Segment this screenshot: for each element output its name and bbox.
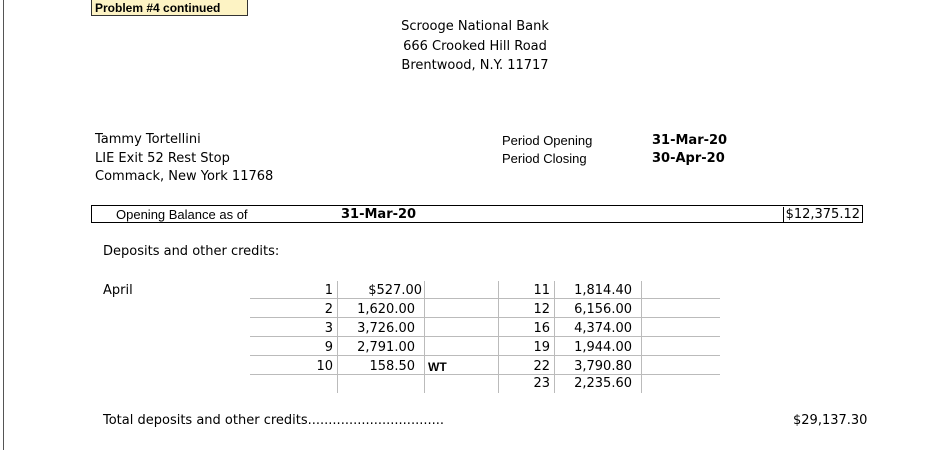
deposit-amount: 6,156.00 [574,302,632,317]
opening-balance-date: 31-Mar-20 [341,207,417,222]
deposit-day: 23 [533,376,550,391]
deposit-day: 11 [533,283,550,298]
period-closing-label: Period Closing [502,151,587,166]
deposit-amount: 1,944.00 [574,340,632,355]
bank-address-line-2: Brentwood, N.Y. 11717 [401,58,549,73]
deposit-amount: 3,790.80 [574,359,632,374]
bank-address-block [360,17,590,76]
deposit-day: 19 [533,340,550,355]
problem-tab: Problem #4 continued [91,0,248,16]
deposit-amount: 158.50 [369,359,415,374]
table-rule [424,281,425,393]
period-opening-date: 31-Mar-20 [652,133,728,148]
customer-name: Tammy Tortellini [95,132,201,147]
deposit-day: 1 [324,283,333,298]
deposit-day: 12 [533,302,550,317]
deposit-amount: 1,620.00 [357,302,415,317]
deposit-day: 9 [324,340,333,355]
deposit-amount: 3,726.00 [357,321,415,336]
deposit-day: 3 [324,321,333,336]
deposit-day: 10 [316,359,333,374]
customer-address-block [95,131,273,187]
customer-address-line-2: Commack, New York 11768 [95,169,274,184]
deposits-heading: Deposits and other credits: [103,244,280,259]
withdrawal-note-badge: WT [428,360,447,374]
total-deposits-label: Total deposits and other credits................................. [103,413,444,428]
deposit-amount: 2,791.00 [357,340,415,355]
deposit-day: 2 [324,302,333,317]
deposit-amount: 2,235.60 [574,376,632,391]
table-rule [498,281,499,393]
bank-name: Scrooge National Bank [401,19,549,34]
customer-address-line-1: LIE Exit 52 Rest Stop [95,150,230,166]
opening-balance-amount: $12,375.12 [783,207,862,222]
deposit-amount: 1,814.40 [574,283,632,298]
total-deposits-amount: $29,137.30 [793,413,868,428]
opening-balance-label: Opening Balance as of [116,207,248,222]
left-margin-rule [3,0,4,450]
period-closing-date: 30-Apr-20 [652,151,725,166]
period-opening-label: Period Opening [502,133,593,148]
deposit-amount: $527.00 [368,283,422,298]
deposit-day: 22 [533,359,550,374]
deposit-amount: 4,374.00 [574,321,632,336]
bank-address-line-1: 666 Crooked Hill Road [403,38,547,54]
opening-balance-row [91,205,863,223]
deposit-day: 16 [533,321,550,336]
deposits-month: April [103,283,133,298]
table-rule [641,281,642,393]
